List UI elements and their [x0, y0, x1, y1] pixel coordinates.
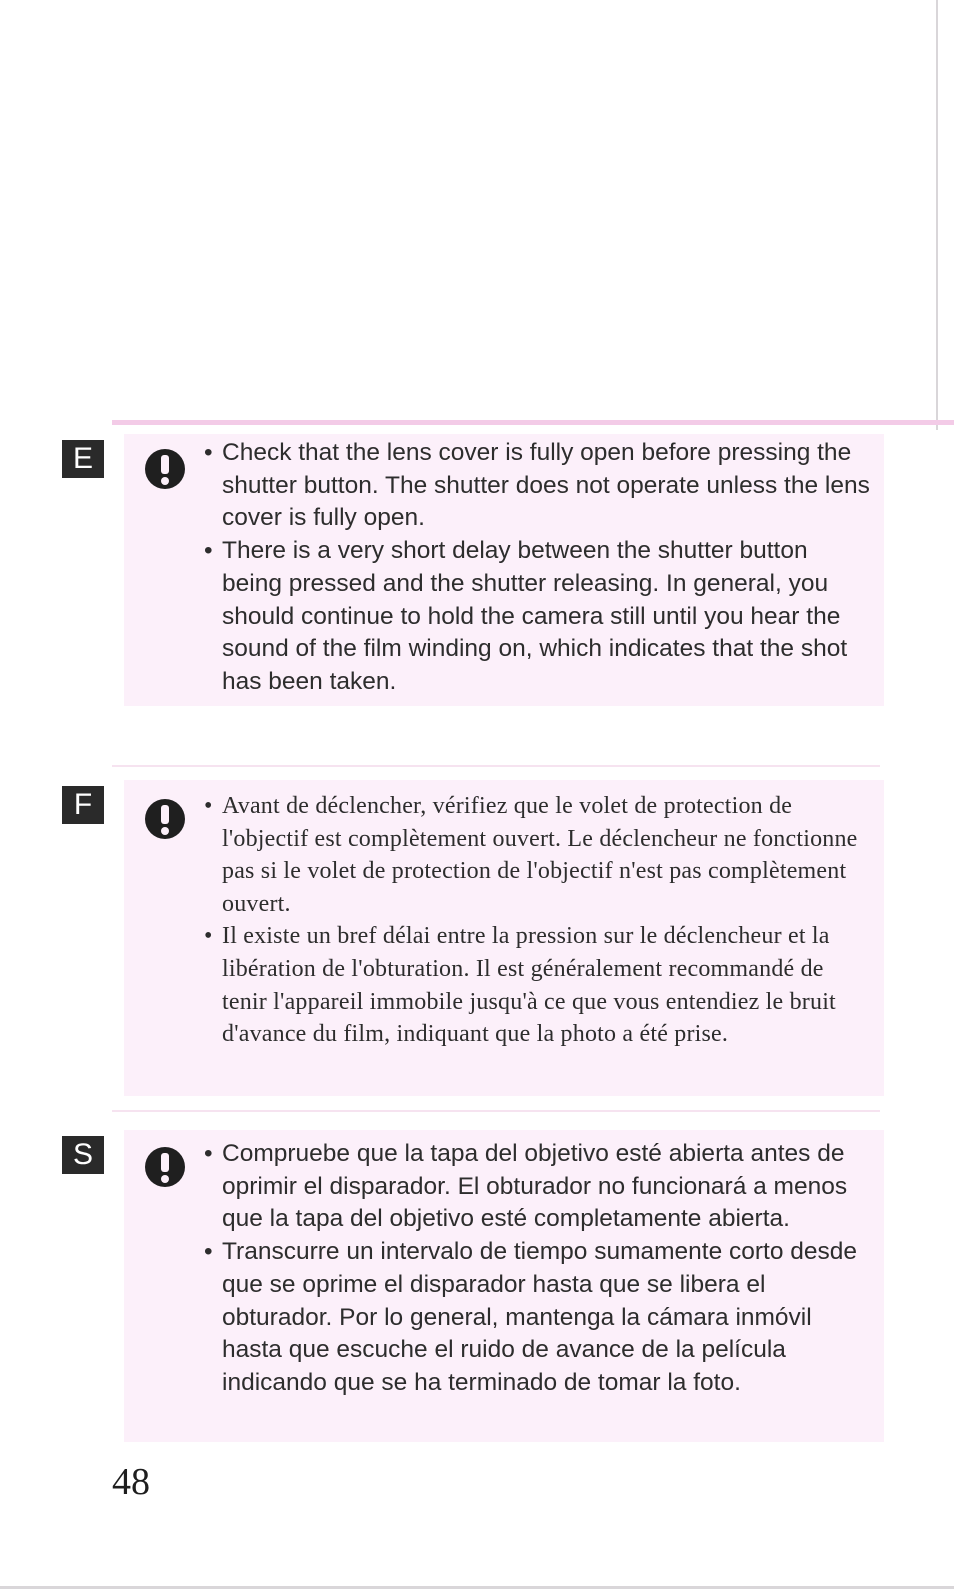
language-badge-french: F — [62, 786, 104, 824]
language-badge-english: E — [62, 440, 104, 478]
page-number: 48 — [112, 1461, 150, 1503]
caution-icon — [142, 796, 188, 842]
bullet-item: • Avant de déclencher, vérifiez que le volet de protection de l'objectif est complètement ouvert. Le déclencheur ne fonctionne pas si le volet de protection de l'objectif n'est pas complètement ouvert. — [204, 790, 874, 920]
bullet-item: • There is a very short delay between the shutter button being pressed and the shutter releasing. In general, you should continue to hold the camera still until you hear the sound of the film winding on, which indicates that the shot has been taken. — [204, 535, 874, 699]
top-divider — [112, 420, 954, 425]
bullet-item: • Compruebe que la tapa del objetivo esté abierta antes de oprimir el disparador. El obturador no funcionará a menos que la tapa del objetivo esté completamente abierta. — [204, 1138, 874, 1236]
caution-icon — [142, 446, 188, 492]
bullet-item: • Il existe un bref délai entre la pression sur le déclencheur et la libération de l'obturation. Il est généralement recommandé de tenir l'appareil immobile jusqu'à ce que vous entendiez le bruit d'avance du film, indiquant que la photo a été prise. — [204, 920, 874, 1050]
caution-icon — [142, 1144, 188, 1190]
bullet-list-spanish — [204, 1138, 874, 1400]
bullet-list-french — [204, 790, 874, 1051]
bullet-list-english — [204, 437, 874, 699]
section-divider — [112, 765, 880, 767]
bullet-item: • Transcurre un intervalo de tiempo sumamente corto desde que se oprime el disparador hasta que se libera el obturador. Por lo general, mantenga la cámara inmóvil hasta que escuche el ruido de avance de la película indicando que se ha terminado de tomar la foto. — [204, 1236, 874, 1400]
bullet-item: • Check that the lens cover is fully open before pressing the shutter button. The shutter does not operate unless the lens cover is fully open. — [204, 437, 874, 535]
page-edge-bottom — [0, 1586, 954, 1589]
section-divider — [112, 1110, 880, 1112]
page-edge-right — [936, 0, 938, 430]
language-badge-spanish: S — [62, 1136, 104, 1174]
